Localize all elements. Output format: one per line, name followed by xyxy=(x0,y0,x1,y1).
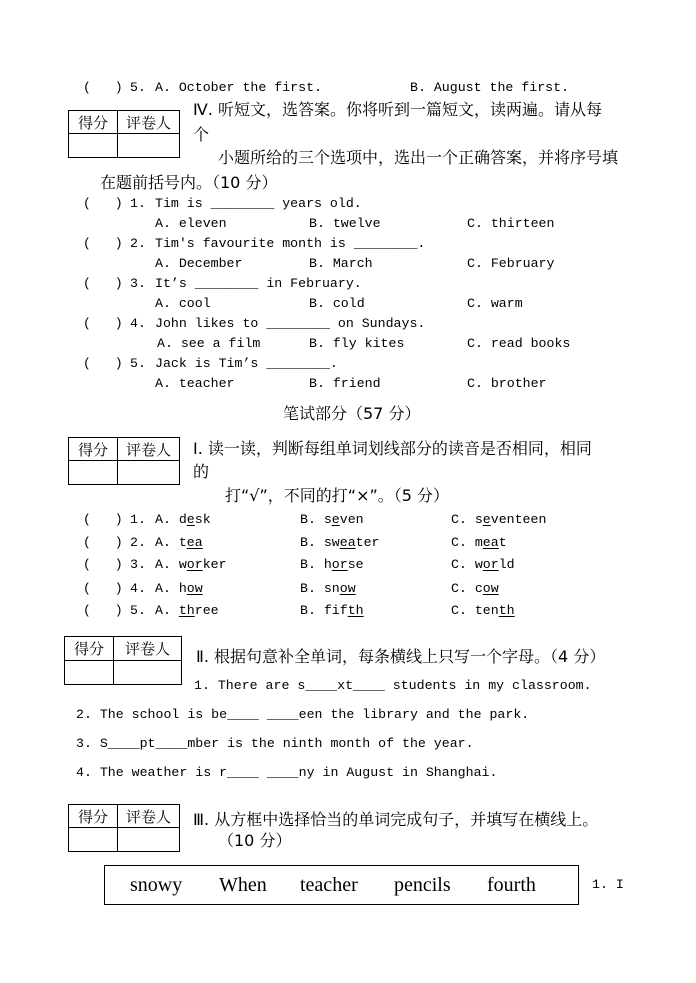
word-part: ree xyxy=(194,603,219,618)
option-label: B. xyxy=(300,581,316,596)
option-c xyxy=(451,510,546,530)
option-label: B. xyxy=(300,535,316,550)
phonetics-row xyxy=(0,601,696,621)
option-b: B. fly kites xyxy=(309,336,405,351)
option-label: A. xyxy=(155,535,171,550)
word-bank-word: teacher xyxy=(300,874,358,896)
listening-heading-line-3: 小题所给的三个选项中，选出一个正确答案，并将序号填 xyxy=(218,148,619,167)
phonetics-row xyxy=(0,533,696,553)
spelling-item: 4. The weather is r____ ____ny in August in Shanghai. xyxy=(76,765,498,780)
score-entry-cell xyxy=(65,661,114,685)
underlined-part: ow xyxy=(339,581,356,596)
grader-entry-cell xyxy=(114,661,181,685)
score-box xyxy=(64,636,182,685)
listening-options xyxy=(0,254,696,274)
word-part: sn xyxy=(323,581,340,596)
word-part: s xyxy=(474,512,483,527)
option-c: C. warm xyxy=(467,296,523,311)
word-bank-word: pencils xyxy=(394,874,451,896)
word-part: m xyxy=(474,535,483,550)
phonetics-row xyxy=(0,510,696,530)
listening-question xyxy=(0,274,696,294)
answer-slot: ( ) xyxy=(83,603,123,618)
word-part: venteen xyxy=(490,512,547,527)
listening-heading-line-2: 个 xyxy=(193,125,210,144)
question-number: 1. xyxy=(130,512,146,527)
word-part: w xyxy=(178,557,187,572)
listening-question xyxy=(0,234,696,254)
underlined-part: th xyxy=(498,603,515,618)
grader-label: 评卷人 xyxy=(118,805,179,828)
underlined-part: or xyxy=(331,557,348,572)
underlined-part: th xyxy=(178,603,195,618)
listening-question xyxy=(0,314,696,334)
grader-entry-cell xyxy=(118,134,179,157)
option-label: B. xyxy=(300,603,316,618)
spelling-item: 1. There are s____xt____ students in my classroom. xyxy=(194,678,592,693)
option-c: C. brother xyxy=(467,376,547,391)
underlined-part: ow xyxy=(186,581,203,596)
written-part-title: 笔试部分（57 分） xyxy=(283,404,421,423)
option-c: C. February xyxy=(467,256,555,271)
word-part: h xyxy=(323,557,332,572)
option-a xyxy=(155,533,203,553)
grader-entry-cell xyxy=(118,828,179,851)
score-entry-cell xyxy=(69,828,118,851)
word-part: t xyxy=(178,535,187,550)
listening-question xyxy=(0,194,696,214)
grader-label: 评卷人 xyxy=(118,111,179,134)
question-number: 2. xyxy=(130,236,146,251)
underlined-part: e xyxy=(331,512,340,527)
underlined-part: or xyxy=(482,557,499,572)
spelling-item: 2. The school is be____ ____een the library and the park. xyxy=(76,707,530,722)
option-c xyxy=(451,533,507,553)
question-number: 1. xyxy=(130,196,146,211)
underlined-part: th xyxy=(347,603,364,618)
score-box xyxy=(68,804,180,852)
score-box xyxy=(68,437,180,485)
underlined-part: e xyxy=(482,512,491,527)
option-a: A. October the first. xyxy=(155,80,322,95)
option-b: B. August the first. xyxy=(410,80,570,95)
phonetics-heading-line-2: 的 xyxy=(193,462,210,481)
answer-slot: ( ) xyxy=(83,196,123,211)
spelling-item: 3. S____pt____mber is the ninth month of the year. xyxy=(76,736,474,751)
question-number: 5. xyxy=(130,603,146,618)
word-part: w xyxy=(474,557,483,572)
word-part: sk xyxy=(194,512,211,527)
question-stem: John likes to ________ on Sundays. xyxy=(155,316,426,331)
word-part: se xyxy=(347,557,364,572)
listening-heading-line-4: 在题前括号内。（10 分） xyxy=(100,173,278,192)
option-c: C. read books xyxy=(467,336,571,351)
option-a: A. teacher xyxy=(155,376,235,391)
phonetics-heading-line-1: Ⅰ. 读一读，判断每组单词划线部分的读音是否相同，相同 xyxy=(193,439,592,458)
option-a: A. December xyxy=(155,256,243,271)
word-part: d xyxy=(178,512,187,527)
option-a xyxy=(155,510,211,530)
answer-slot: ( ) xyxy=(83,581,123,596)
answer-slot: ( ) xyxy=(83,557,123,572)
phonetics-row xyxy=(0,579,696,599)
answer-slot: ( ) xyxy=(83,512,123,527)
option-a: A. cool xyxy=(155,296,211,311)
word-bank-box xyxy=(104,865,579,905)
phonetics-heading-line-3: 打“√”，不同的打“×”。（5 分） xyxy=(225,486,450,505)
underlined-part: ow xyxy=(482,581,499,596)
answer-slot: ( ) xyxy=(83,276,123,291)
word-part: h xyxy=(178,581,187,596)
score-entry-cell xyxy=(69,134,118,157)
word-part: fif xyxy=(323,603,348,618)
score-entry-cell xyxy=(69,461,118,484)
word-part: ven xyxy=(339,512,364,527)
word-bank-word: When xyxy=(219,874,267,896)
spelling-heading: Ⅱ. 根据句意补全单词，每条横线上只写一个字母。（4 分） xyxy=(196,647,606,666)
listening-heading-line-1: Ⅳ. 听短文，选答案。你将听到一篇短文，读两遍。请从每 xyxy=(193,100,602,119)
underlined-part: e xyxy=(186,512,195,527)
option-a: A. eleven xyxy=(155,216,227,231)
option-b xyxy=(300,555,364,575)
listening-options xyxy=(0,214,696,234)
word-bank-heading-line-1: Ⅲ. 从方框中选择恰当的单词完成句子，并填写在横线上。 xyxy=(193,810,599,829)
question-number: 3. xyxy=(130,276,146,291)
option-b: B. friend xyxy=(309,376,381,391)
question-stem: It’s ________ in February. xyxy=(155,276,362,291)
answer-slot: ( ) xyxy=(83,535,123,550)
option-b xyxy=(300,601,364,621)
option-label: C. xyxy=(451,512,467,527)
word-part: ker xyxy=(202,557,227,572)
listening-options xyxy=(0,374,696,394)
answer-slot: ( ) xyxy=(83,236,123,251)
word-bank-heading-line-2: （10 分） xyxy=(218,831,292,850)
word-part: ten xyxy=(474,603,499,618)
option-label: A. xyxy=(155,557,171,572)
option-c: C. thirteen xyxy=(467,216,555,231)
option-a xyxy=(155,555,227,575)
carry-over-question xyxy=(0,78,696,98)
underlined-part: ea xyxy=(339,535,356,550)
score-box xyxy=(68,110,180,158)
question-number: 4. xyxy=(130,316,146,331)
answer-slot: ( ) xyxy=(83,80,123,95)
word-part: t xyxy=(498,535,507,550)
score-label: 得分 xyxy=(69,111,118,134)
score-label: 得分 xyxy=(69,438,118,461)
score-label: 得分 xyxy=(65,637,114,661)
option-c xyxy=(451,601,515,621)
word-part: sw xyxy=(323,535,340,550)
option-label: A. xyxy=(155,603,171,618)
option-b xyxy=(300,510,364,530)
option-b xyxy=(300,579,356,599)
question-stem: Tim is ________ years old. xyxy=(155,196,362,211)
question-number: 4. xyxy=(130,581,146,596)
question-stem: Jack is Tim’s ________. xyxy=(155,356,338,371)
grader-entry-cell xyxy=(118,461,179,484)
listening-options xyxy=(0,294,696,314)
option-c xyxy=(451,579,499,599)
option-b: B. cold xyxy=(309,296,365,311)
option-b: B. March xyxy=(309,256,373,271)
score-label: 得分 xyxy=(69,805,118,828)
word-part: s xyxy=(323,512,332,527)
phonetics-row xyxy=(0,555,696,575)
listening-options xyxy=(0,334,696,354)
question-number: 5. xyxy=(130,356,146,371)
answer-slot: ( ) xyxy=(83,356,123,371)
underlined-part: ea xyxy=(186,535,203,550)
option-label: B. xyxy=(300,512,316,527)
option-label: B. xyxy=(300,557,316,572)
option-label: A. xyxy=(155,581,171,596)
option-c xyxy=(451,555,515,575)
option-label: C. xyxy=(451,557,467,572)
question-number: 5. xyxy=(130,80,146,95)
option-label: C. xyxy=(451,581,467,596)
grader-label: 评卷人 xyxy=(118,438,179,461)
option-a xyxy=(155,579,203,599)
question-number: 3. xyxy=(130,557,146,572)
listening-question xyxy=(0,354,696,374)
option-a xyxy=(155,601,219,621)
option-label: C. xyxy=(451,535,467,550)
grader-label: 评卷人 xyxy=(114,637,181,661)
underlined-part: or xyxy=(186,557,203,572)
option-a: A. see a film xyxy=(157,336,261,351)
word-bank-item: 1. I xyxy=(592,877,624,892)
underlined-part: ea xyxy=(482,535,499,550)
answer-slot: ( ) xyxy=(83,316,123,331)
question-number: 2. xyxy=(130,535,146,550)
option-b: B. twelve xyxy=(309,216,381,231)
option-b xyxy=(300,533,380,553)
word-bank-word: fourth xyxy=(487,874,536,896)
option-label: C. xyxy=(451,603,467,618)
word-part: ld xyxy=(498,557,515,572)
word-part: c xyxy=(474,581,483,596)
word-part: ter xyxy=(355,535,380,550)
option-label: A. xyxy=(155,512,171,527)
question-stem: Tim's favourite month is ________. xyxy=(155,236,426,251)
word-bank-word: snowy xyxy=(130,874,183,896)
